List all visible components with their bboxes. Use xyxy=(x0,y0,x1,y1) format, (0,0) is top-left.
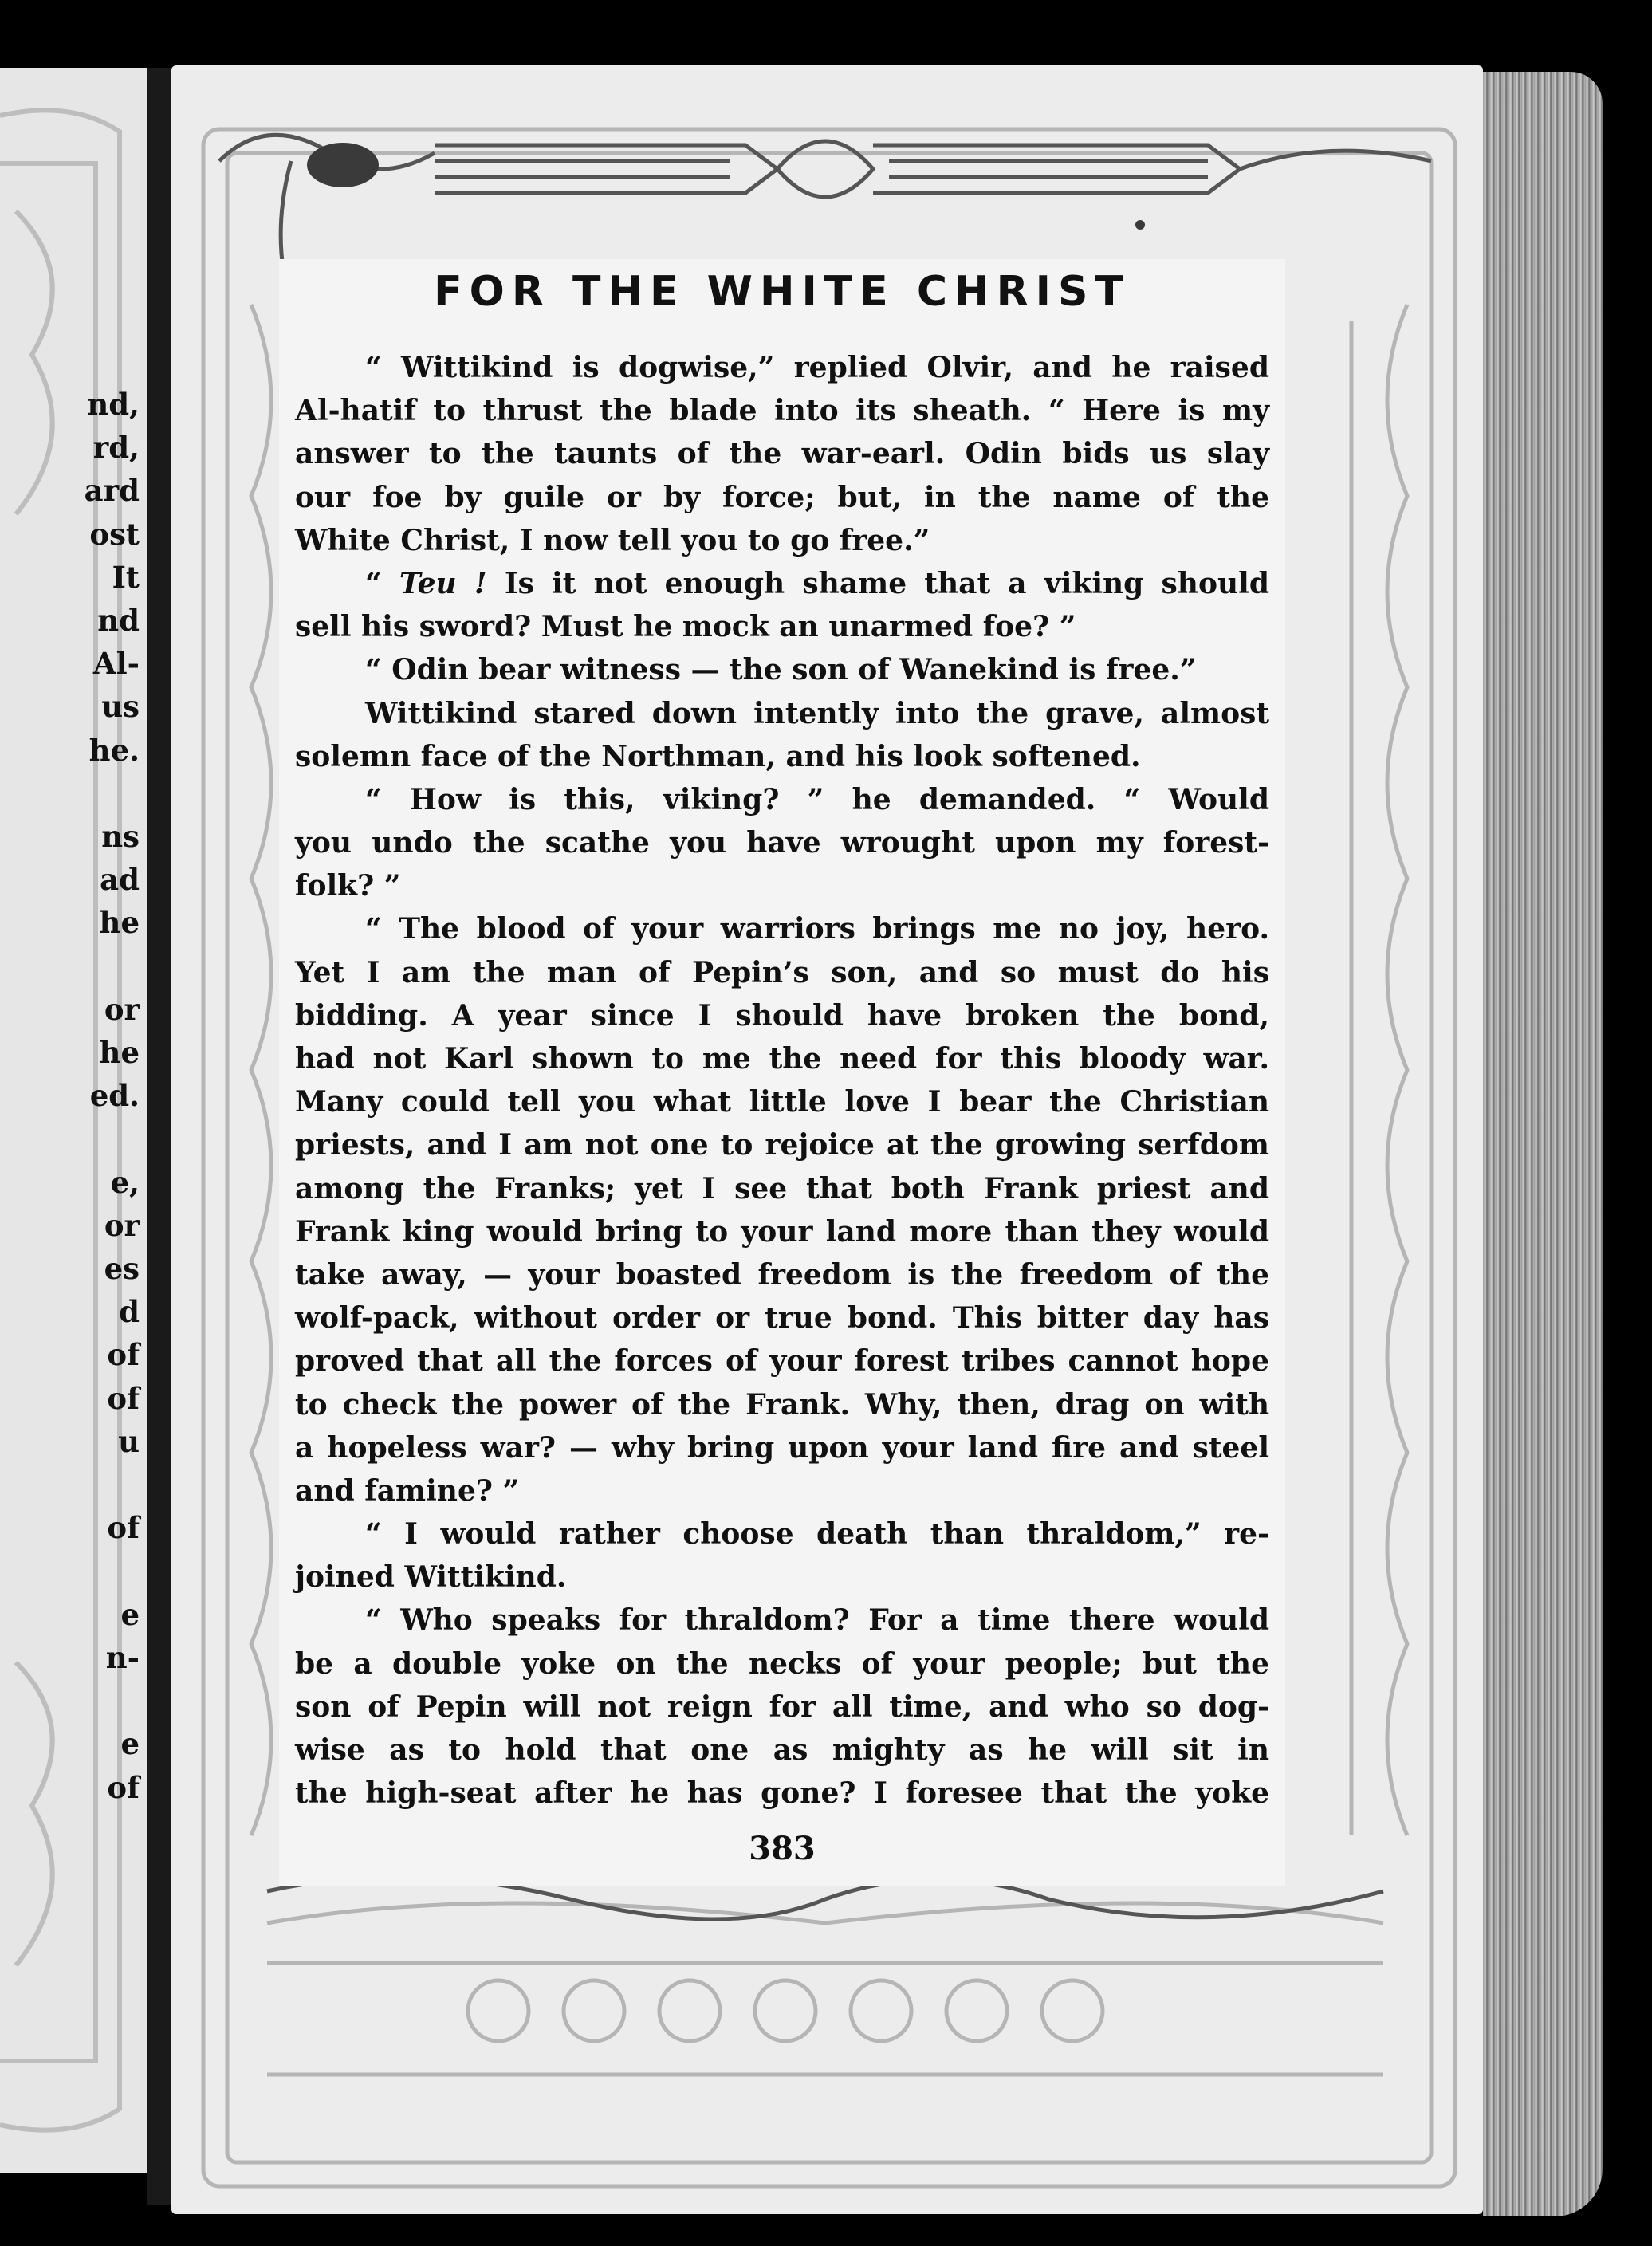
text-line: proved that all the forces of your forest tribes cannot hope xyxy=(295,1344,1269,1379)
text-line: among the Franks; yet I see that both Frank priest and xyxy=(295,1171,1269,1206)
text-line: wolf-pack, without order or true bond. This bitter day has xyxy=(295,1301,1269,1335)
text-line: the high-seat after he has gone? I foresee that the yoke xyxy=(295,1776,1269,1811)
text-line: “ I would rather choose death than thraldom,” re- xyxy=(365,1517,1269,1552)
text-line: “ Odin bear witness — the son of Wanekind is free.” xyxy=(365,653,1197,687)
text-line: be a double yoke on the necks of your people; but the xyxy=(295,1646,1269,1681)
body-text xyxy=(295,346,1269,1815)
running-head: FOR THE WHITE CHRIST xyxy=(434,268,1131,316)
text-line: “ The blood of your warriors brings me no joy, hero. xyxy=(365,912,1269,946)
text-line: a hopeless war? — why bring upon your land fire and steel xyxy=(295,1430,1269,1465)
text-line: “ Who speaks for thraldom? For a time there would xyxy=(365,1603,1269,1638)
text-line: Yet I am the man of Pepin’s son, and so must do his xyxy=(295,955,1269,989)
text-line: sell his sword? Must he mock an unarmed foe? ” xyxy=(295,610,1076,644)
text-line: Frank king would bring to your land more than they would xyxy=(295,1214,1269,1249)
text-line: priests, and I am not one to rejoice at the growing serfdom xyxy=(295,1128,1269,1162)
text-line: bidding. A year since I should have broken the bond, xyxy=(295,998,1269,1033)
text-line: Many could tell you what little love I bear the Christian xyxy=(295,1085,1269,1119)
text-line: Wittikind stared down intently into the grave, almost xyxy=(365,696,1269,730)
text-line: and famine? ” xyxy=(295,1473,520,1508)
text-line: solemn face of the Northman, and his look softened. xyxy=(295,739,1141,773)
text-line: Al-hatif to thrust the blade into its sheath. “ Here is my xyxy=(295,394,1269,428)
page-edges xyxy=(1483,72,1603,2216)
text-line: our foe by guile or by force; but, in the name of the xyxy=(295,480,1269,514)
text-line: “ Wittikind is dogwise,” replied Olvir, and he raised xyxy=(365,351,1269,384)
text-line: wise as to hold that one as mighty as he will sit in xyxy=(295,1733,1269,1767)
left-facing-page xyxy=(0,68,152,2173)
text-line: to check the power of the Frank. Why, then, drag on with xyxy=(295,1387,1269,1422)
text-line: joined Wittikind. xyxy=(295,1560,567,1595)
text-line: take away, — your boasted freedom is the freedom of the xyxy=(295,1257,1269,1292)
text-line: “ How is this, viking? ” he demanded. “ Would xyxy=(365,782,1269,816)
left-page-text-fragments: nd, rd, ard ost It nd Al- us he. ns ad he or he ed. e, or es d of of u of e n- e of xyxy=(84,387,140,1805)
page-number: 383 xyxy=(749,1830,816,1867)
text-line: son of Pepin will not reign for all time, and who so dog- xyxy=(295,1689,1269,1724)
text-line: answer to the taunts of the war-earl. Odin bids us slay xyxy=(295,437,1269,471)
text-line: folk? ” xyxy=(295,869,401,903)
text-line: “ Teu ! Is it not enough shame that a viking should xyxy=(365,566,1270,600)
text-line: White Christ, I now tell you to go free.” xyxy=(295,523,930,557)
text-line: had not Karl shown to me the need for this bloody war. xyxy=(295,1042,1269,1076)
text-line: you undo the scathe you have wrought upon my forest- xyxy=(295,826,1269,860)
